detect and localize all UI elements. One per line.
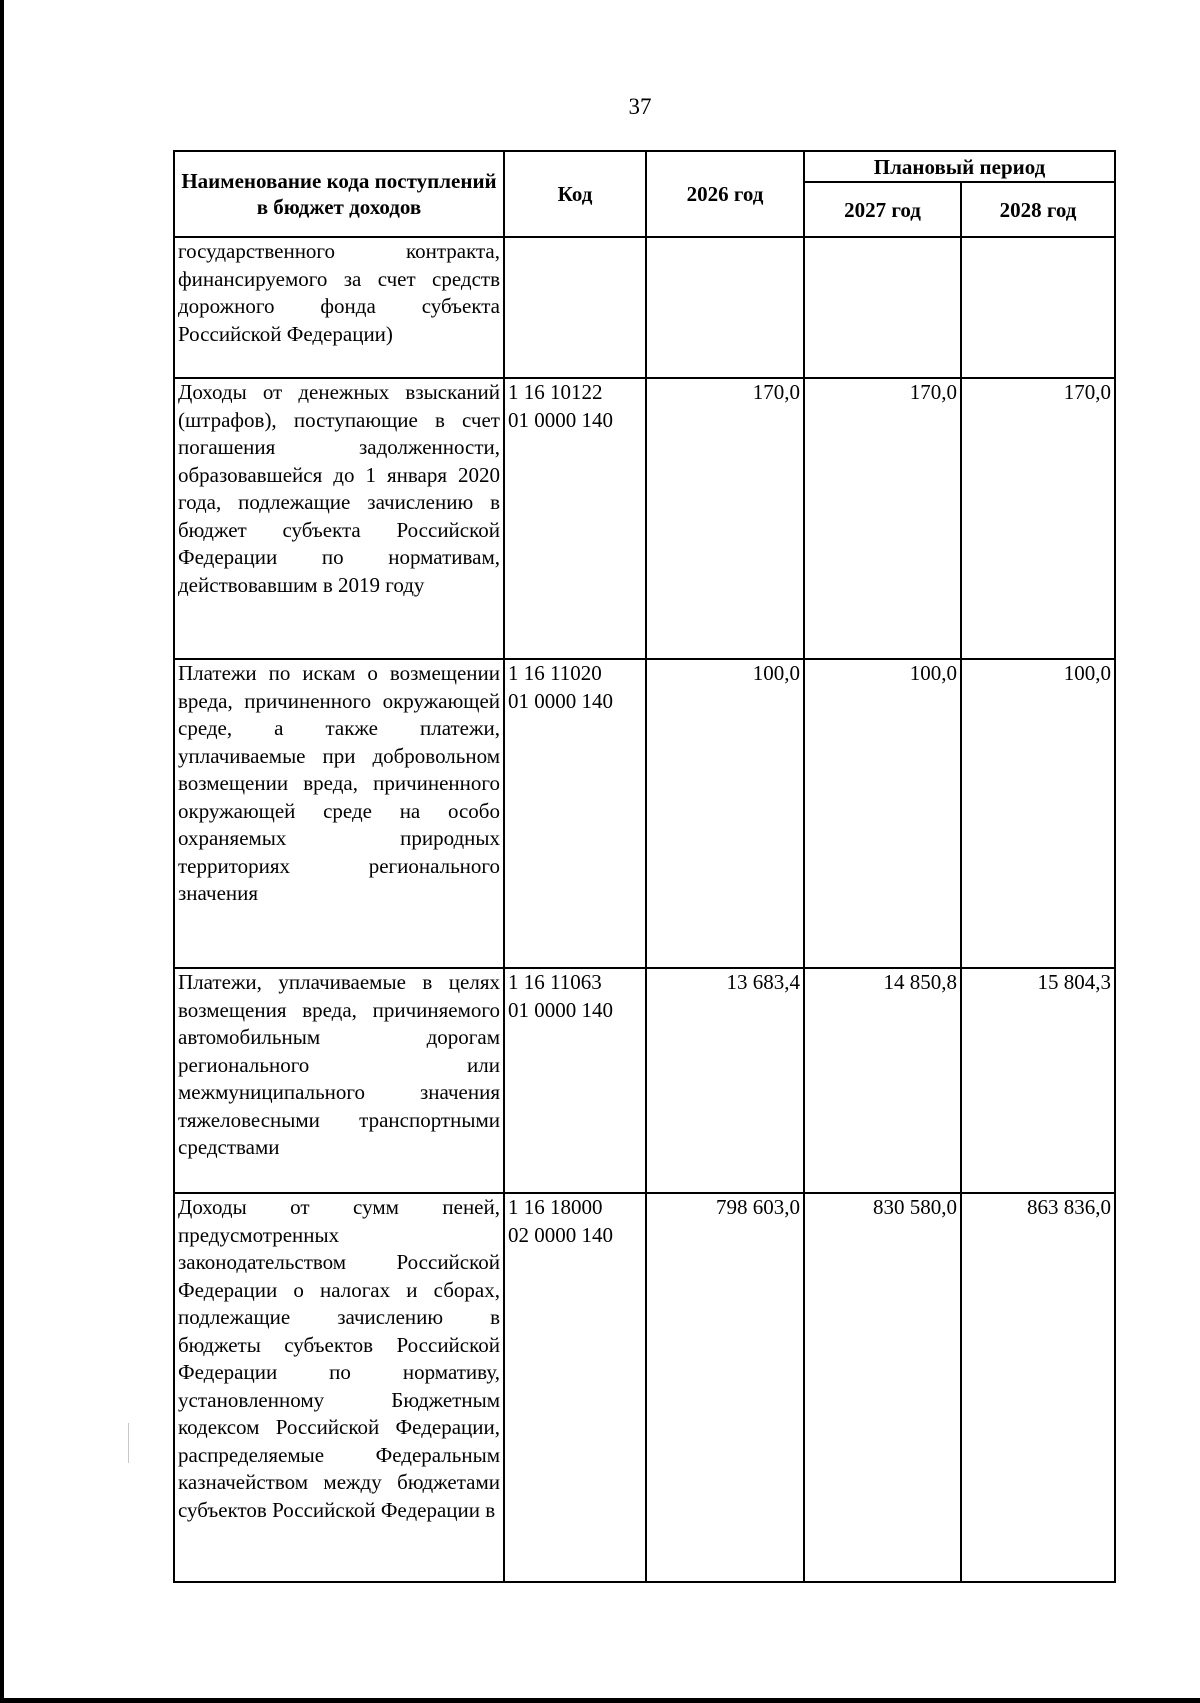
header-2027: 2027 год — [804, 182, 961, 237]
row-value-2026: 170,0 — [646, 378, 804, 659]
row-value-2026: 798 603,0 — [646, 1193, 804, 1582]
page-number: 37 — [628, 94, 652, 119]
row-code — [504, 1193, 646, 1582]
row-value-2026: 13 683,4 — [646, 968, 804, 1193]
header-name: Наименование кода поступлений в бюджет доходов — [174, 151, 504, 237]
row-code — [504, 659, 646, 968]
row-value-2028: 100,0 — [961, 659, 1115, 968]
row-name: Платежи, уплачиваемые в целях возмещения вреда, причиняемого автомобильным дорогам регионального или межмуниципального значения тяжеловесными транспортными средствами — [174, 968, 504, 1193]
row-code-line1: 1 16 11063 — [508, 970, 602, 994]
row-value-2026 — [646, 237, 804, 378]
table-row — [174, 1193, 1115, 1582]
row-value-2028: 170,0 — [961, 378, 1115, 659]
row-name: Доходы от сумм пеней, предусмотренных законодательством Российской Федерации о налогах и сборах, подлежащие зачислению в бюджеты субъектов Российской Федерации по нормативу, установленному Бюджетным кодексом Российской Федерации, распределяемые Федеральным казначейством между бюджетами субъектов Российской Федерации в — [174, 1193, 504, 1582]
header-planned-period: Плановый период — [804, 151, 1115, 182]
header-2028: 2028 год — [961, 182, 1115, 237]
row-code-line2: 01 0000 140 — [508, 407, 613, 432]
table-row — [174, 378, 1115, 659]
row-name: Доходы от денежных взысканий (штрафов), поступающие в счет погашения задолженности, образовавшейся до 1 января 2020 года, подлежащие зачислению в бюджет субъекта Российской Федерации по нормативам, действовавшим в 2019 году — [174, 378, 504, 659]
table-row — [174, 659, 1115, 968]
row-value-2028: 863 836,0 — [961, 1193, 1115, 1582]
row-value-2028: 15 804,3 — [961, 968, 1115, 1193]
row-value-2027: 100,0 — [804, 659, 961, 968]
table-row — [174, 237, 1115, 378]
scan-margin-mark — [128, 1423, 129, 1463]
scan-bottom-edge — [0, 1698, 1200, 1703]
scan-left-edge — [0, 0, 4, 1703]
header-2026: 2026 год — [646, 151, 804, 237]
row-code-line1: 1 16 10122 — [508, 380, 603, 404]
row-value-2027: 170,0 — [804, 378, 961, 659]
row-name: государственного контракта, финансируемого за счет средств дорожного фонда субъекта Российской Федерации) — [174, 237, 504, 378]
row-value-2026: 100,0 — [646, 659, 804, 968]
row-value-2027 — [804, 237, 961, 378]
row-name: Платежи по искам о возмещении вреда, причиненного окружающей среде, а также платежи, уплачиваемые при добровольном возмещении вреда, причиненного окружающей среде на особо охраняемых природных территориях регионального значения — [174, 659, 504, 968]
row-value-2028 — [961, 237, 1115, 378]
row-code-line2: 01 0000 140 — [508, 997, 613, 1022]
row-code-line1: 1 16 18000 — [508, 1195, 603, 1219]
row-code — [504, 378, 646, 659]
revenue-table — [173, 150, 1116, 1583]
row-value-2027: 14 850,8 — [804, 968, 961, 1193]
row-value-2027: 830 580,0 — [804, 1193, 961, 1582]
header-code: Код — [504, 151, 646, 237]
table-row — [174, 968, 1115, 1193]
row-code-line2: 01 0000 140 — [508, 688, 613, 713]
row-code — [504, 237, 646, 378]
row-code-line1: 1 16 11020 — [508, 661, 602, 685]
row-code-line2: 02 0000 140 — [508, 1222, 613, 1247]
row-code — [504, 968, 646, 1193]
